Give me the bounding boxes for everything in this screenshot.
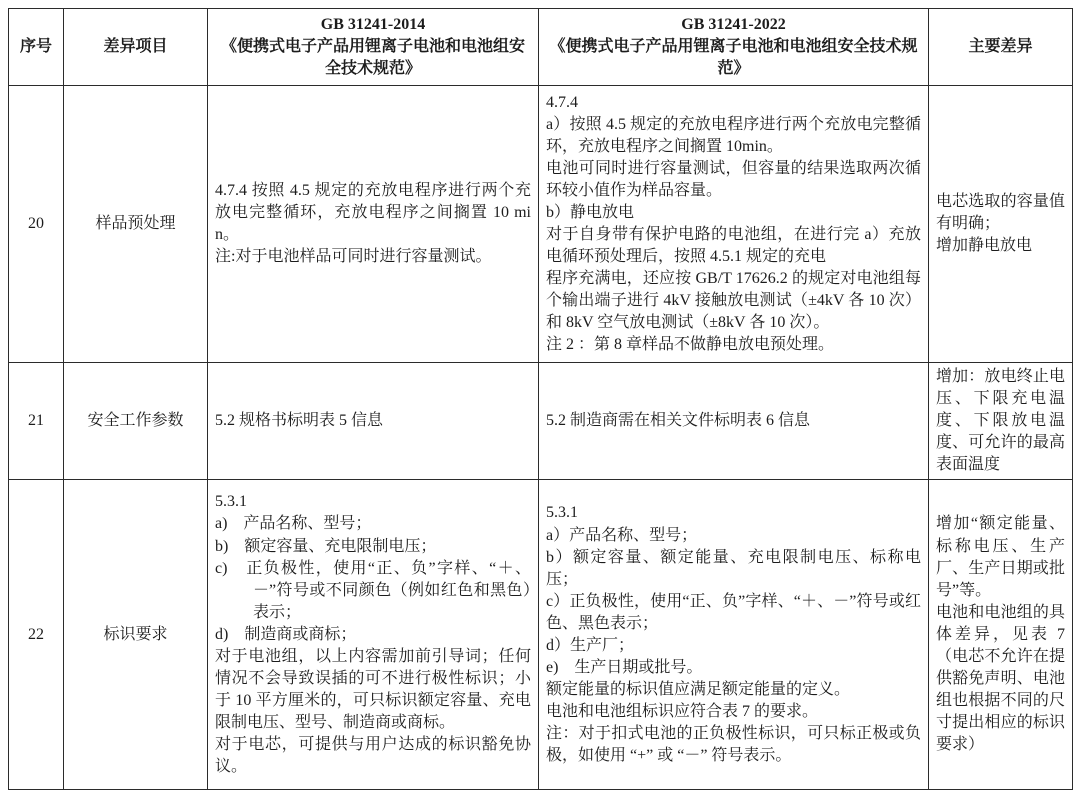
paragraph: 对于电池组，以上内容需加前引导词；任何情况不会导致误插的可不进行极性标识；小于 10 平方厘米的，可只标识额定容量、充电限制电压、型号、制造商或商标。 xyxy=(215,647,531,732)
paragraph: 增加“额定能量、标称电压、生产厂、生产日期或批号”等。 xyxy=(936,515,1065,599)
gb-2014-title: 《便携式电子产品用锂离子电池和电池组安全技术规范》 xyxy=(220,37,525,78)
cell-gb-2022-text xyxy=(539,86,929,363)
header-gb-2022 xyxy=(539,9,929,86)
cell-gb-2014-text xyxy=(208,363,539,480)
cell-gb-2014-text xyxy=(208,480,539,790)
paragraph: 对于电芯，可提供与用户达成的标识豁免协议。 xyxy=(215,736,531,776)
cell-serial-number: 22 xyxy=(9,480,64,790)
cell-gb-2022-text xyxy=(539,480,929,790)
gb-2014-code: GB 31241-2014 xyxy=(320,15,426,33)
gb-2022-title: 《便携式电子产品用锂离子电池和电池组安全技术规范》 xyxy=(549,37,918,78)
paragraph: 电池可同时进行容量测试，但容量的结果选取两次循环较小值作为样品容量。 xyxy=(546,159,921,199)
table-header-row xyxy=(9,9,1073,86)
header-gb-2014 xyxy=(208,9,539,86)
paragraph: a）按照 4.5 规定的充放电程序进行两个充放电完整循环，充放电程序之间搁置 10min。 xyxy=(546,115,921,155)
cell-difference-item: 标识要求 xyxy=(64,480,208,790)
cell-gb-2022-text xyxy=(539,363,929,480)
paragraph: 电芯选取的容量值有明确； xyxy=(936,192,1065,232)
cell-difference-item: 样品预处理 xyxy=(64,86,208,363)
paragraph: 5.3.1 xyxy=(215,493,247,511)
paragraph: 对于自身带有保护电路的电池组，在进行完 a）充放电循环预处理后，按照 4.5.1 规定的充电 xyxy=(546,226,921,266)
cell-serial-number: 20 xyxy=(9,86,64,363)
list-item: b) 额定容量、充电限制电压； xyxy=(215,537,437,555)
paragraph: 注:对于电池样品可同时进行容量测试。 xyxy=(215,248,492,266)
list-item: a) 产品名称、型号； xyxy=(215,515,372,533)
cell-gb-2014-text xyxy=(208,86,539,363)
cell-main-difference xyxy=(929,86,1073,363)
paragraph: 4.7.4 xyxy=(546,93,578,111)
cell-difference-item: 安全工作参数 xyxy=(64,363,208,480)
standards-comparison-table xyxy=(8,8,1073,790)
list-item: d）生产厂； xyxy=(546,636,635,654)
paragraph: 5.3.1 xyxy=(546,504,578,522)
cell-main-difference xyxy=(929,480,1073,790)
list-item: b）额定容量、额定能量、充电限制电压、标称电压； xyxy=(546,548,921,588)
paragraph: 电池和电池组的具体差异，见表 7（电芯不允许在提供豁免声明、电池组也根据不同的尺寸提出相应的标识要求） xyxy=(936,603,1065,754)
header-main-difference: 主要差异 xyxy=(929,9,1073,86)
paragraph: 注 2 ：第 8 章样品不做静电放电预处理。 xyxy=(546,336,835,354)
table-row xyxy=(9,86,1073,363)
paragraph: b）静电放电 xyxy=(546,203,635,221)
paragraph: 注：对于扣式电池的正负极性标识，可只标正极或负极，如使用 “+” 或 “－” 符号表示。 xyxy=(546,725,921,765)
table-row xyxy=(9,480,1073,790)
paragraph: 5.2 制造商需在相关文件标明表 6 信息 xyxy=(546,412,811,430)
paragraph: 程序充满电，还应按 GB/T 17626.2 的规定对电池组每个输出端子进行 4kV 接触放电测试（±4kV 各 10 次）和 8kV 空气放电测试（±8kV 各 10 次）。 xyxy=(546,270,921,332)
list-item: c) 正负极性，使用“正、负”字样、“＋、－”符号或不同颜色（例如红色和黑色）表示； xyxy=(215,559,531,621)
list-item: e) 生产日期或批号。 xyxy=(546,658,703,676)
gb-2022-code: GB 31241-2022 xyxy=(681,15,786,33)
cell-serial-number: 21 xyxy=(9,363,64,480)
paragraph: 增加静电放电 xyxy=(936,237,1033,255)
list-item: a）产品名称、型号； xyxy=(546,526,698,544)
cell-main-difference xyxy=(929,363,1073,480)
table-row xyxy=(9,363,1073,480)
header-difference-item: 差异项目 xyxy=(64,9,208,86)
paragraph: 4.7.4 按照 4.5 规定的充放电程序进行两个充放电完整循环，充放电程序之间搁置 10 min。 xyxy=(215,181,531,243)
paragraph: 电池和电池组标识应符合表 7 的要求。 xyxy=(546,703,819,721)
header-serial-number: 序号 xyxy=(9,9,64,86)
paragraph: 5.2 规格书标明表 5 信息 xyxy=(215,412,384,430)
paragraph: 额定能量的标识值应满足额定能量的定义。 xyxy=(546,681,851,699)
paragraph: 增加：放电终止电压、下限充电温度、下限放电温度、可允许的最高表面温度 xyxy=(936,368,1065,474)
list-item: c）正负极性，使用“正、负”字样、“＋、－”符号或红色、黑色表示； xyxy=(546,592,921,632)
list-item: d) 制造商或商标； xyxy=(215,625,357,643)
